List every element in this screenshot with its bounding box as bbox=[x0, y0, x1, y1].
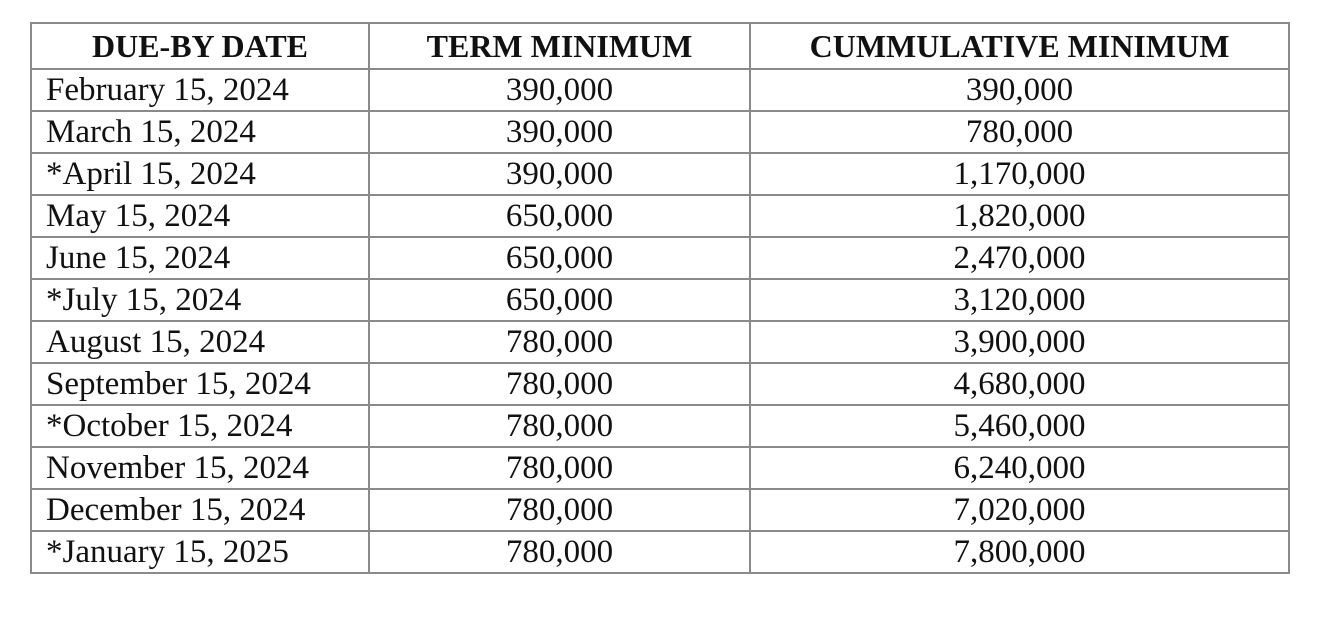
cumulative-minimum-cell: 3,900,000 bbox=[750, 321, 1289, 363]
table-row bbox=[31, 279, 1289, 321]
cumulative-minimum-cell: 7,020,000 bbox=[750, 489, 1289, 531]
table-row bbox=[31, 405, 1289, 447]
term-minimum-cell: 390,000 bbox=[369, 111, 750, 153]
due-date-cell: November 15, 2024 bbox=[31, 447, 369, 489]
payment-schedule-table bbox=[30, 22, 1290, 574]
cumulative-minimum-cell: 3,120,000 bbox=[750, 279, 1289, 321]
table-row bbox=[31, 69, 1289, 111]
cumulative-minimum-cell: 1,820,000 bbox=[750, 195, 1289, 237]
term-minimum-cell: 780,000 bbox=[369, 321, 750, 363]
term-minimum-cell: 780,000 bbox=[369, 489, 750, 531]
table-row bbox=[31, 195, 1289, 237]
due-date-cell: December 15, 2024 bbox=[31, 489, 369, 531]
term-minimum-cell: 390,000 bbox=[369, 69, 750, 111]
table-row bbox=[31, 111, 1289, 153]
cumulative-minimum-cell: 780,000 bbox=[750, 111, 1289, 153]
header-due-by-date: DUE-BY DATE bbox=[31, 23, 369, 69]
table-row bbox=[31, 237, 1289, 279]
due-date-cell: *April 15, 2024 bbox=[31, 153, 369, 195]
cumulative-minimum-cell: 5,460,000 bbox=[750, 405, 1289, 447]
term-minimum-cell: 780,000 bbox=[369, 531, 750, 573]
term-minimum-cell: 780,000 bbox=[369, 405, 750, 447]
cumulative-minimum-cell: 4,680,000 bbox=[750, 363, 1289, 405]
table-row bbox=[31, 363, 1289, 405]
table-row bbox=[31, 531, 1289, 573]
table-row bbox=[31, 447, 1289, 489]
cumulative-minimum-cell: 2,470,000 bbox=[750, 237, 1289, 279]
term-minimum-cell: 390,000 bbox=[369, 153, 750, 195]
cumulative-minimum-cell: 6,240,000 bbox=[750, 447, 1289, 489]
header-term-minimum: TERM MINIMUM bbox=[369, 23, 750, 69]
header-cumulative-minimum: CUMMULATIVE MINIMUM bbox=[750, 23, 1289, 69]
due-date-cell: *January 15, 2025 bbox=[31, 531, 369, 573]
due-date-cell: *July 15, 2024 bbox=[31, 279, 369, 321]
table-row bbox=[31, 321, 1289, 363]
cumulative-minimum-cell: 390,000 bbox=[750, 69, 1289, 111]
table-row bbox=[31, 489, 1289, 531]
due-date-cell: June 15, 2024 bbox=[31, 237, 369, 279]
header-row bbox=[31, 23, 1289, 69]
due-date-cell: February 15, 2024 bbox=[31, 69, 369, 111]
table-row bbox=[31, 153, 1289, 195]
cumulative-minimum-cell: 1,170,000 bbox=[750, 153, 1289, 195]
term-minimum-cell: 650,000 bbox=[369, 195, 750, 237]
due-date-cell: March 15, 2024 bbox=[31, 111, 369, 153]
cumulative-minimum-cell: 7,800,000 bbox=[750, 531, 1289, 573]
term-minimum-cell: 780,000 bbox=[369, 447, 750, 489]
due-date-cell: *October 15, 2024 bbox=[31, 405, 369, 447]
term-minimum-cell: 650,000 bbox=[369, 237, 750, 279]
term-minimum-cell: 650,000 bbox=[369, 279, 750, 321]
term-minimum-cell: 780,000 bbox=[369, 363, 750, 405]
due-date-cell: August 15, 2024 bbox=[31, 321, 369, 363]
due-date-cell: September 15, 2024 bbox=[31, 363, 369, 405]
due-date-cell: May 15, 2024 bbox=[31, 195, 369, 237]
